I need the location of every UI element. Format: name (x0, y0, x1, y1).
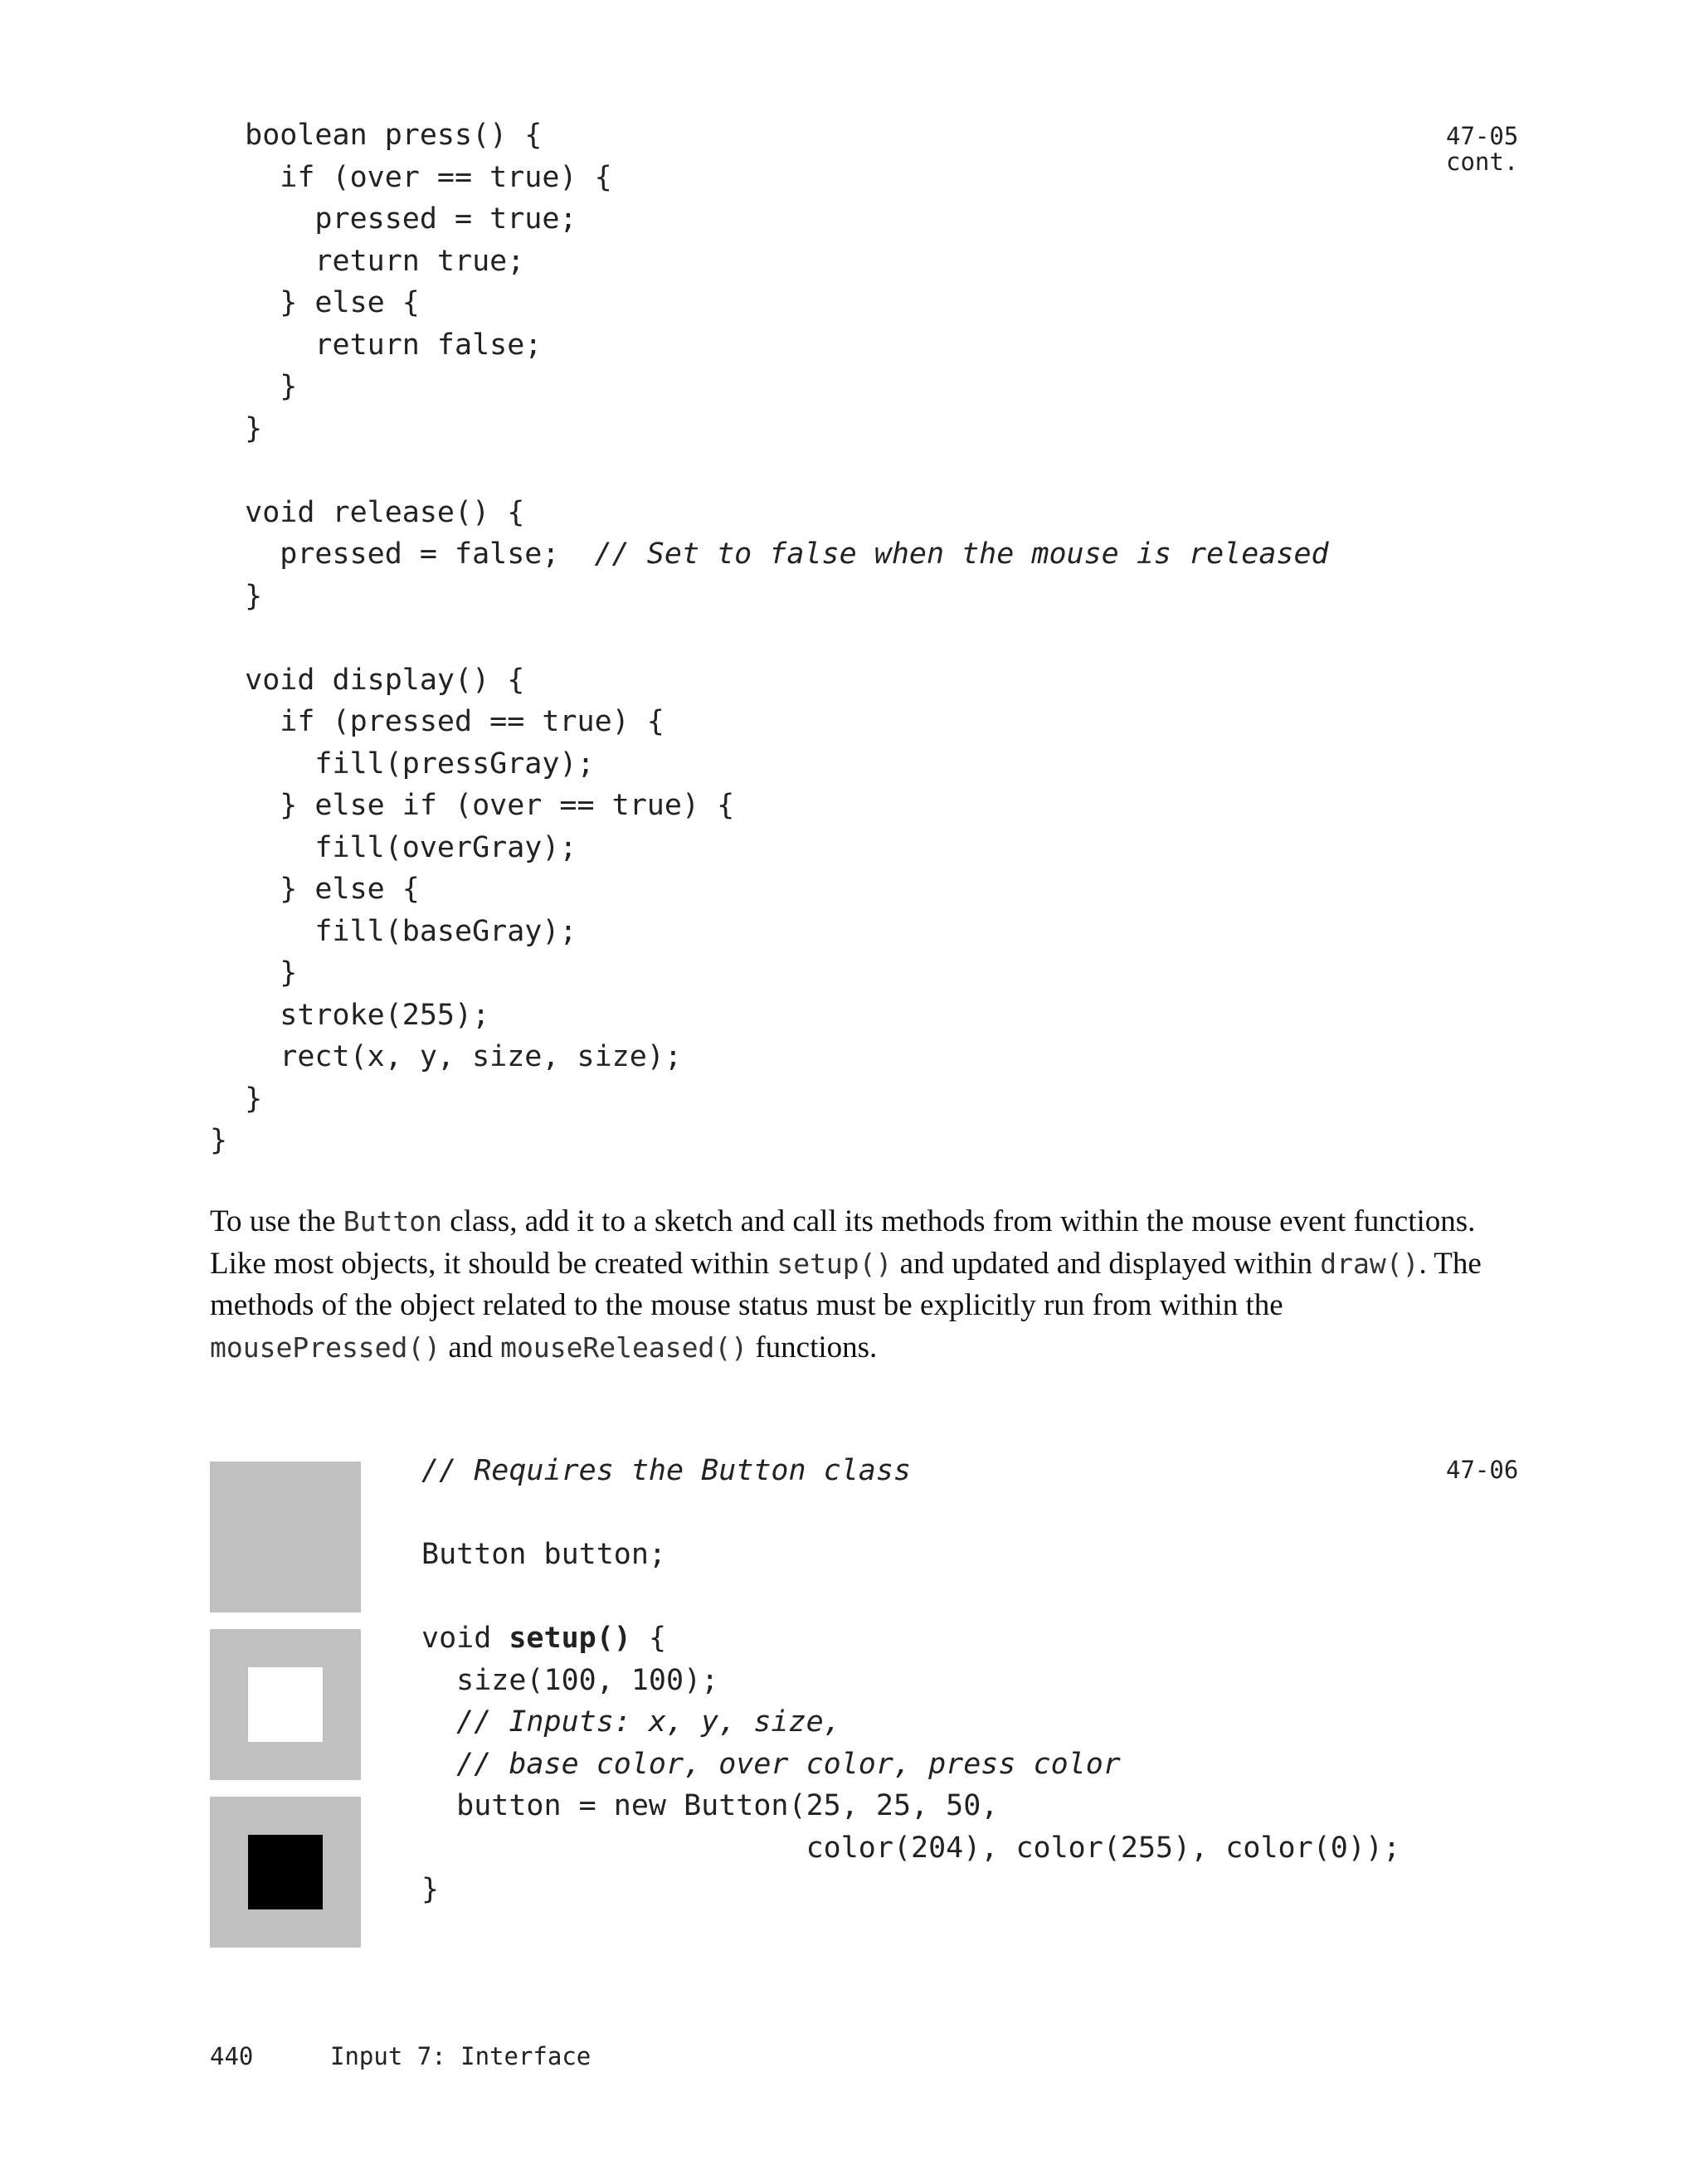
code-line: } (210, 956, 298, 990)
button-square-black (248, 1835, 323, 1909)
code-line: button = new Button(25, 25, 50, (421, 1789, 999, 1822)
inline-code: setup() (776, 1247, 893, 1280)
button-square-white (248, 1667, 323, 1742)
inline-code: mousePressed() (210, 1330, 441, 1364)
example-label-47-05: 47-05 cont. (1446, 122, 1519, 176)
code-line: void display() { (210, 663, 525, 697)
code-line: { (630, 1622, 667, 1655)
code-line: fill(overGray); (210, 830, 577, 864)
sketch-thumbnail-base (210, 1462, 361, 1612)
code-line: } (210, 411, 263, 445)
chapter-title: Input 7: Interface (330, 2042, 591, 2070)
code-comment: // Inputs: x, y, size, (421, 1705, 841, 1739)
code-line: return false; (210, 328, 543, 362)
code-line: void release() { (210, 495, 525, 529)
page-number: 440 (210, 2042, 254, 2070)
code-line: if (over == true) { (210, 160, 612, 194)
code-line: } (210, 370, 298, 403)
code-line: pressed = false; (210, 537, 595, 571)
code-line: fill(pressGray); (210, 747, 595, 781)
sketch-thumbnail-over (210, 1629, 361, 1780)
code-line: stroke(255); (210, 998, 490, 1032)
inline-code: draw() (1320, 1247, 1419, 1280)
code-line: } else { (210, 286, 420, 319)
code-line: boolean press() { (210, 119, 543, 152)
code-line: Button button; (421, 1538, 667, 1571)
code-line: fill(baseGray); (210, 914, 577, 948)
code-line: return true; (210, 244, 525, 278)
code-line: pressed = true; (210, 202, 577, 236)
code-line: } (210, 1082, 263, 1116)
prose-text: and (441, 1330, 501, 1364)
prose-text: class, add it to a sketch and call its methods from within the mouse event functions. Like most objects, it should be created within (210, 1204, 1476, 1281)
code-line: } (210, 1124, 228, 1157)
prose-text: and updated and displayed within (892, 1246, 1321, 1281)
code-comment: // Set to false when the mouse is released (594, 537, 1329, 571)
code-line: } (210, 579, 263, 613)
code-line: color(204), color(255), color(0)); (421, 1831, 1401, 1865)
code-listing-47-06 (421, 1450, 1400, 1911)
page-footer (210, 2042, 591, 2070)
code-line: void (421, 1622, 509, 1655)
code-line: } else { (210, 873, 420, 906)
code-comment: // base color, over color, press color (421, 1747, 1121, 1781)
code-keyword: setup() (509, 1622, 631, 1655)
body-paragraph (210, 1201, 1487, 1369)
code-line: size(100, 100); (421, 1663, 719, 1697)
code-line: } (421, 1873, 440, 1906)
prose-text: . The methods of the object related to the mouse status must be explicitly run from within the (210, 1246, 1482, 1322)
code-line: if (pressed == true) { (210, 705, 665, 738)
code-listing-47-05 (210, 114, 1329, 1162)
sketch-thumbnail-pressed (210, 1797, 361, 1948)
code-line: } else if (over == true) { (210, 789, 735, 822)
inline-code: Button (343, 1205, 443, 1238)
code-comment: // Requires the Button class (421, 1454, 912, 1487)
inline-code: mouseReleased() (500, 1330, 748, 1364)
prose-text: functions. (747, 1330, 878, 1364)
code-line: rect(x, y, size, size); (210, 1040, 682, 1073)
example-label-47-06: 47-06 (1446, 1456, 1519, 1484)
prose-text: To use the (210, 1204, 343, 1238)
